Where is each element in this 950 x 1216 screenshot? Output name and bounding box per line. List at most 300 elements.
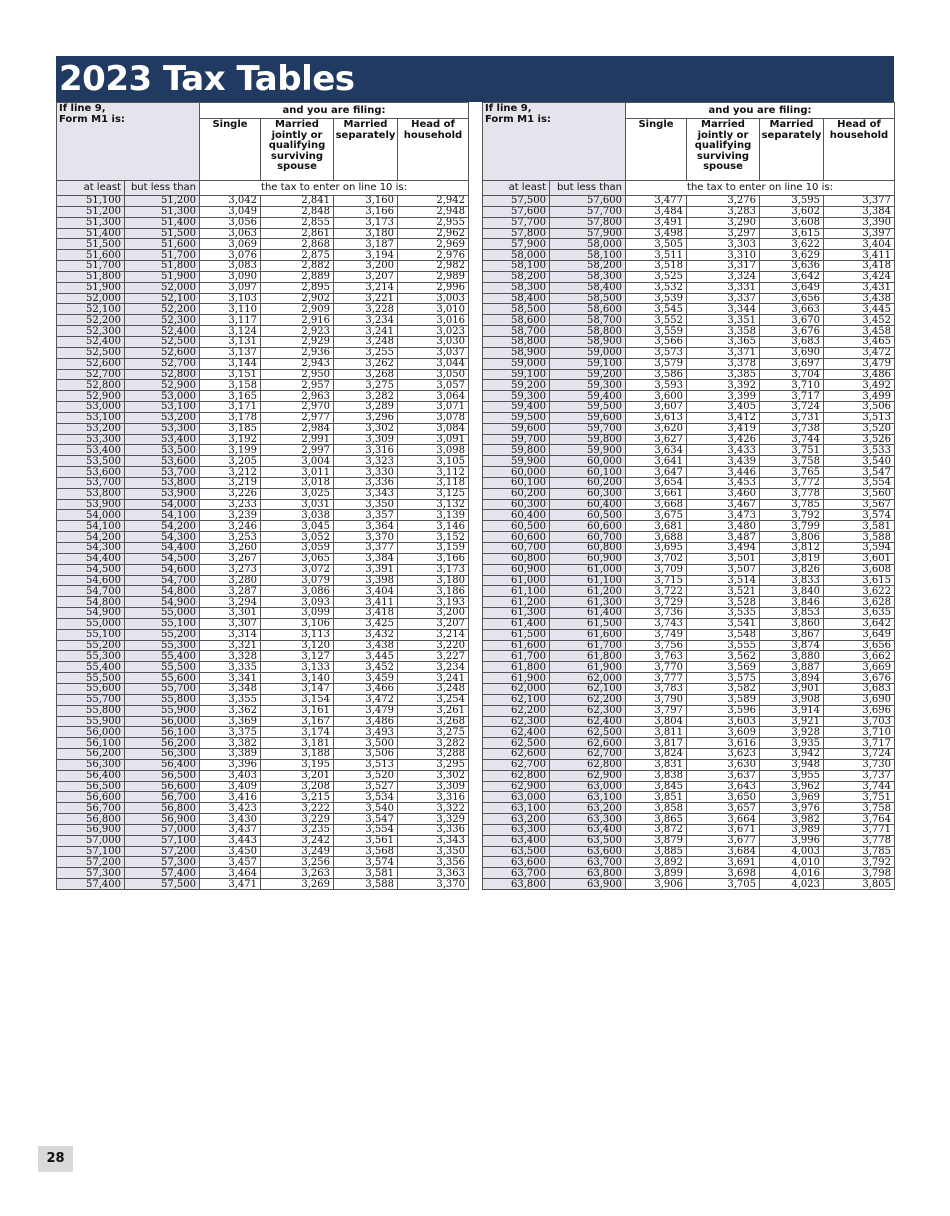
married-separately-tax-cell: 3,710 bbox=[760, 380, 824, 391]
married-separately-tax-cell: 3,846 bbox=[760, 597, 824, 608]
at-least-cell: 54,000 bbox=[57, 510, 125, 521]
head-of-household-tax-cell: 3,744 bbox=[824, 781, 895, 792]
married-jointly-tax-cell: 3,643 bbox=[687, 781, 760, 792]
at-least-cell: 60,300 bbox=[483, 499, 550, 510]
single-tax-cell: 3,906 bbox=[626, 879, 687, 890]
table-row bbox=[483, 662, 895, 673]
at-least-cell: 58,900 bbox=[483, 347, 550, 358]
head-of-household-tax-cell: 3,295 bbox=[398, 759, 469, 770]
married-jointly-tax-cell: 2,861 bbox=[261, 228, 334, 239]
married-jointly-tax-cell: 2,916 bbox=[261, 315, 334, 326]
married-jointly-tax-cell: 3,555 bbox=[687, 640, 760, 651]
married-jointly-tax-cell: 3,426 bbox=[687, 434, 760, 445]
married-separately-tax-cell: 3,914 bbox=[760, 705, 824, 716]
married-separately-tax-cell: 3,296 bbox=[334, 412, 398, 423]
head-of-household-tax-cell: 3,268 bbox=[398, 716, 469, 727]
married-jointly-tax-cell: 3,161 bbox=[261, 705, 334, 716]
married-jointly-tax-cell: 3,616 bbox=[687, 738, 760, 749]
table-row bbox=[57, 575, 469, 586]
at-least-cell: 52,300 bbox=[57, 326, 125, 337]
table-row bbox=[57, 261, 469, 272]
single-tax-cell: 3,287 bbox=[200, 586, 261, 597]
married-jointly-tax-cell: 3,201 bbox=[261, 770, 334, 781]
at-least-cell: 53,800 bbox=[57, 488, 125, 499]
at-least-cell: 59,000 bbox=[483, 358, 550, 369]
married-jointly-tax-cell: 3,358 bbox=[687, 326, 760, 337]
married-separately-tax-cell: 3,608 bbox=[760, 217, 824, 228]
single-tax-cell: 3,845 bbox=[626, 781, 687, 792]
but-less-than-cell: 62,500 bbox=[550, 727, 626, 738]
single-tax-cell: 3,681 bbox=[626, 521, 687, 532]
married-jointly-tax-cell: 3,589 bbox=[687, 694, 760, 705]
married-separately-tax-cell: 3,173 bbox=[334, 217, 398, 228]
single-tax-cell: 3,049 bbox=[200, 206, 261, 217]
but-less-than-cell: 62,300 bbox=[550, 705, 626, 716]
single-tax-cell: 3,117 bbox=[200, 315, 261, 326]
single-tax-cell: 3,722 bbox=[626, 586, 687, 597]
but-less-than-cell: 60,900 bbox=[550, 553, 626, 564]
but-less-than-cell: 54,900 bbox=[125, 597, 200, 608]
at-least-cell: 55,600 bbox=[57, 683, 125, 694]
but-less-than-cell: 55,300 bbox=[125, 640, 200, 651]
married-separately-tax-cell: 3,255 bbox=[334, 347, 398, 358]
single-tax-cell: 3,192 bbox=[200, 434, 261, 445]
table-row bbox=[483, 326, 895, 337]
table-row bbox=[57, 271, 469, 282]
at-least-cell: 58,800 bbox=[483, 336, 550, 347]
married-separately-tax-cell: 3,404 bbox=[334, 586, 398, 597]
married-jointly-tax-cell: 2,895 bbox=[261, 282, 334, 293]
but-less-than-cell: 55,200 bbox=[125, 629, 200, 640]
married-jointly-tax-cell: 3,399 bbox=[687, 391, 760, 402]
head-of-household-tax-cell: 3,288 bbox=[398, 749, 469, 760]
head-of-household-tax-cell: 3,084 bbox=[398, 423, 469, 434]
table-row bbox=[483, 380, 895, 391]
table-row bbox=[57, 380, 469, 391]
single-tax-cell: 3,770 bbox=[626, 662, 687, 673]
but-less-than-cell: 60,500 bbox=[550, 510, 626, 521]
married-separately-tax-cell: 3,833 bbox=[760, 575, 824, 586]
single-tax-cell: 3,423 bbox=[200, 803, 261, 814]
table-row bbox=[57, 402, 469, 413]
married-separately-tax-cell: 3,785 bbox=[760, 499, 824, 510]
married-jointly-tax-cell: 2,977 bbox=[261, 412, 334, 423]
at-least-cell: 57,200 bbox=[57, 857, 125, 868]
married-separately-tax-cell: 3,234 bbox=[334, 315, 398, 326]
single-tax-cell: 3,647 bbox=[626, 467, 687, 478]
table-row bbox=[483, 239, 895, 250]
married-jointly-tax-cell: 3,603 bbox=[687, 716, 760, 727]
single-tax-cell: 3,627 bbox=[626, 434, 687, 445]
married-separately-tax-cell: 3,887 bbox=[760, 662, 824, 673]
single-tax-cell: 3,430 bbox=[200, 814, 261, 825]
married-jointly-tax-cell: 3,174 bbox=[261, 727, 334, 738]
at-least-cell: 60,400 bbox=[483, 510, 550, 521]
head-of-household-tax-cell: 3,479 bbox=[824, 358, 895, 369]
at-least-cell: 61,100 bbox=[483, 586, 550, 597]
head-of-household-tax-cell: 3,764 bbox=[824, 814, 895, 825]
at-least-cell: 52,100 bbox=[57, 304, 125, 315]
married-separately-tax-cell: 3,921 bbox=[760, 716, 824, 727]
married-jointly-tax-cell: 3,059 bbox=[261, 543, 334, 554]
married-separately-tax-cell: 3,812 bbox=[760, 543, 824, 554]
at-least-cell: 52,600 bbox=[57, 358, 125, 369]
single-tax-cell: 3,124 bbox=[200, 326, 261, 337]
head-of-household-tax-cell: 3,499 bbox=[824, 391, 895, 402]
head-of-household-tax-cell: 3,390 bbox=[824, 217, 895, 228]
but-less-than-cell: 52,100 bbox=[125, 293, 200, 304]
table-row bbox=[483, 217, 895, 228]
single-tax-cell: 3,396 bbox=[200, 759, 261, 770]
but-less-than-cell: 53,800 bbox=[125, 477, 200, 488]
single-tax-cell: 3,273 bbox=[200, 564, 261, 575]
at-least-cell: 56,000 bbox=[57, 727, 125, 738]
but-less-than-cell: 63,400 bbox=[550, 824, 626, 835]
at-least-cell: 54,200 bbox=[57, 532, 125, 543]
but-less-than-cell: 56,000 bbox=[125, 716, 200, 727]
at-least-cell: 58,000 bbox=[483, 250, 550, 261]
at-least-cell: 51,100 bbox=[57, 196, 125, 207]
single-tax-cell: 3,675 bbox=[626, 510, 687, 521]
married-separately-tax-cell: 3,275 bbox=[334, 380, 398, 391]
married-separately-tax-cell: 3,411 bbox=[334, 597, 398, 608]
table-row bbox=[57, 510, 469, 521]
at-least-cell: 54,400 bbox=[57, 553, 125, 564]
table-row bbox=[483, 629, 895, 640]
filing-status-header: and you are filing: bbox=[626, 103, 895, 119]
married-separately-tax-cell: 3,384 bbox=[334, 553, 398, 564]
but-less-than-cell: 61,900 bbox=[550, 662, 626, 673]
at-least-cell: 53,100 bbox=[57, 412, 125, 423]
at-least-cell: 63,800 bbox=[483, 879, 550, 890]
single-tax-cell: 3,090 bbox=[200, 271, 261, 282]
at-least-cell: 59,700 bbox=[483, 434, 550, 445]
married-separately-tax-cell: 3,874 bbox=[760, 640, 824, 651]
single-tax-cell: 3,151 bbox=[200, 369, 261, 380]
if-line-label: If line 9, bbox=[59, 103, 106, 114]
head-of-household-tax-cell: 3,207 bbox=[398, 618, 469, 629]
at-least-cell: 52,800 bbox=[57, 380, 125, 391]
married-separately-tax-cell: 4,010 bbox=[760, 857, 824, 868]
at-least-cell: 63,400 bbox=[483, 835, 550, 846]
head-of-household-tax-cell: 2,982 bbox=[398, 261, 469, 272]
single-tax-cell: 3,103 bbox=[200, 293, 261, 304]
table-row bbox=[57, 640, 469, 651]
at-least-cell: 58,700 bbox=[483, 326, 550, 337]
at-least-cell: 58,600 bbox=[483, 315, 550, 326]
head-of-household-tax-cell: 3,785 bbox=[824, 846, 895, 857]
married-jointly-tax-cell: 3,324 bbox=[687, 271, 760, 282]
married-separately-tax-cell: 3,547 bbox=[334, 814, 398, 825]
but-less-than-cell: 56,300 bbox=[125, 749, 200, 760]
single-tax-cell: 3,872 bbox=[626, 824, 687, 835]
married-separately-tax-cell: 3,228 bbox=[334, 304, 398, 315]
table-row bbox=[483, 814, 895, 825]
head-of-household-tax-cell: 3,261 bbox=[398, 705, 469, 716]
married-separately-tax-cell: 3,160 bbox=[334, 196, 398, 207]
married-separately-tax-cell: 3,853 bbox=[760, 608, 824, 619]
head-of-household-tax-cell: 3,241 bbox=[398, 673, 469, 684]
married-separately-tax-cell: 3,908 bbox=[760, 694, 824, 705]
married-jointly-tax-cell: 2,882 bbox=[261, 261, 334, 272]
single-tax-cell: 3,688 bbox=[626, 532, 687, 543]
at-least-cell: 62,700 bbox=[483, 759, 550, 770]
table-row bbox=[57, 814, 469, 825]
head-of-household-tax-cell: 3,248 bbox=[398, 683, 469, 694]
head-of-household-tax-cell: 2,969 bbox=[398, 239, 469, 250]
at-least-cell: 52,700 bbox=[57, 369, 125, 380]
table-row bbox=[483, 705, 895, 716]
table-row bbox=[483, 206, 895, 217]
tax-table-left bbox=[56, 102, 469, 890]
married-jointly-tax-cell: 2,855 bbox=[261, 217, 334, 228]
married-separately-tax-cell: 3,615 bbox=[760, 228, 824, 239]
table-row bbox=[57, 846, 469, 857]
head-of-household-tax-cell: 3,030 bbox=[398, 336, 469, 347]
married-separately-tax-cell: 3,391 bbox=[334, 564, 398, 575]
single-tax-cell: 3,226 bbox=[200, 488, 261, 499]
but-less-than-cell: 54,400 bbox=[125, 543, 200, 554]
married-jointly-tax-cell: 2,950 bbox=[261, 369, 334, 380]
table-row bbox=[57, 662, 469, 673]
head-of-household-tax-cell: 3,071 bbox=[398, 402, 469, 413]
single-tax-cell: 3,783 bbox=[626, 683, 687, 694]
married-jointly-tax-cell: 3,405 bbox=[687, 402, 760, 413]
married-jointly-tax-cell: 3,120 bbox=[261, 640, 334, 651]
married-separately-header: Married separately bbox=[334, 119, 398, 181]
single-tax-cell: 3,450 bbox=[200, 846, 261, 857]
single-tax-cell: 3,607 bbox=[626, 402, 687, 413]
married-jointly-tax-cell: 2,957 bbox=[261, 380, 334, 391]
table-row bbox=[57, 651, 469, 662]
table-row bbox=[57, 586, 469, 597]
married-separately-tax-cell: 3,602 bbox=[760, 206, 824, 217]
at-least-cell: 60,900 bbox=[483, 564, 550, 575]
at-least-cell: 61,900 bbox=[483, 673, 550, 684]
table-row bbox=[57, 391, 469, 402]
but-less-than-cell: 61,300 bbox=[550, 597, 626, 608]
at-least-cell: 55,700 bbox=[57, 694, 125, 705]
single-tax-cell: 3,185 bbox=[200, 423, 261, 434]
married-separately-tax-cell: 3,738 bbox=[760, 423, 824, 434]
but-less-than-cell: 58,300 bbox=[550, 271, 626, 282]
right-table-body bbox=[483, 196, 895, 890]
table-row bbox=[57, 618, 469, 629]
but-less-than-cell: 51,400 bbox=[125, 217, 200, 228]
married-separately-tax-cell: 3,676 bbox=[760, 326, 824, 337]
married-jointly-tax-cell: 2,984 bbox=[261, 423, 334, 434]
married-jointly-tax-cell: 3,290 bbox=[687, 217, 760, 228]
married-jointly-tax-cell: 3,582 bbox=[687, 683, 760, 694]
table-row bbox=[57, 521, 469, 532]
at-least-cell: 62,100 bbox=[483, 694, 550, 705]
but-less-than-cell: 56,100 bbox=[125, 727, 200, 738]
but-less-than-cell: 60,200 bbox=[550, 477, 626, 488]
at-least-cell: 59,800 bbox=[483, 445, 550, 456]
single-tax-cell: 3,749 bbox=[626, 629, 687, 640]
but-less-than-cell: 63,500 bbox=[550, 835, 626, 846]
but-less-than-cell: 53,900 bbox=[125, 488, 200, 499]
head-of-household-tax-cell: 3,601 bbox=[824, 553, 895, 564]
single-tax-cell: 3,804 bbox=[626, 716, 687, 727]
single-tax-cell: 3,743 bbox=[626, 618, 687, 629]
married-separately-tax-cell: 3,207 bbox=[334, 271, 398, 282]
single-tax-cell: 3,369 bbox=[200, 716, 261, 727]
married-jointly-tax-cell: 3,317 bbox=[687, 261, 760, 272]
but-less-than-cell: 51,700 bbox=[125, 250, 200, 261]
married-jointly-tax-cell: 2,963 bbox=[261, 391, 334, 402]
married-separately-tax-cell: 3,819 bbox=[760, 553, 824, 564]
table-row bbox=[483, 196, 895, 207]
married-separately-tax-cell: 3,996 bbox=[760, 835, 824, 846]
but-less-than-cell: 56,400 bbox=[125, 759, 200, 770]
at-least-cell: 56,700 bbox=[57, 803, 125, 814]
but-less-than-cell: 57,800 bbox=[550, 217, 626, 228]
table-row bbox=[57, 694, 469, 705]
married-separately-tax-cell: 3,860 bbox=[760, 618, 824, 629]
married-jointly-tax-cell: 3,025 bbox=[261, 488, 334, 499]
but-less-than-cell: 59,100 bbox=[550, 358, 626, 369]
single-tax-cell: 3,253 bbox=[200, 532, 261, 543]
but-less-than-cell: 53,100 bbox=[125, 402, 200, 413]
married-jointly-tax-cell: 3,507 bbox=[687, 564, 760, 575]
married-separately-tax-cell: 3,826 bbox=[760, 564, 824, 575]
married-jointly-tax-cell: 3,433 bbox=[687, 445, 760, 456]
table-row bbox=[57, 217, 469, 228]
married-separately-tax-cell: 3,989 bbox=[760, 824, 824, 835]
but-less-than-cell: 58,600 bbox=[550, 304, 626, 315]
but-less-than-cell: 58,000 bbox=[550, 239, 626, 250]
table-row bbox=[483, 521, 895, 532]
at-least-cell: 58,400 bbox=[483, 293, 550, 304]
married-separately-tax-cell: 3,350 bbox=[334, 499, 398, 510]
single-tax-cell: 3,069 bbox=[200, 239, 261, 250]
table-row bbox=[483, 597, 895, 608]
married-separately-tax-cell: 3,309 bbox=[334, 434, 398, 445]
head-of-household-tax-cell: 2,955 bbox=[398, 217, 469, 228]
single-tax-cell: 3,212 bbox=[200, 467, 261, 478]
single-tax-cell: 3,600 bbox=[626, 391, 687, 402]
table-row bbox=[483, 694, 895, 705]
married-jointly-tax-cell: 3,487 bbox=[687, 532, 760, 543]
married-jointly-tax-cell: 2,841 bbox=[261, 196, 334, 207]
single-tax-cell: 3,144 bbox=[200, 358, 261, 369]
married-jointly-tax-cell: 3,072 bbox=[261, 564, 334, 575]
head-of-household-tax-cell: 3,635 bbox=[824, 608, 895, 619]
single-tax-cell: 3,763 bbox=[626, 651, 687, 662]
single-tax-cell: 3,702 bbox=[626, 553, 687, 564]
but-less-than-cell: 63,100 bbox=[550, 792, 626, 803]
table-row bbox=[483, 673, 895, 684]
head-of-household-tax-cell: 3,370 bbox=[398, 879, 469, 890]
table-row bbox=[57, 879, 469, 890]
table-row bbox=[57, 250, 469, 261]
but-less-than-cell: 54,600 bbox=[125, 564, 200, 575]
but-less-than-cell: 60,600 bbox=[550, 521, 626, 532]
at-least-cell: 52,200 bbox=[57, 315, 125, 326]
but-less-than-cell: 61,700 bbox=[550, 640, 626, 651]
but-less-than-cell: 58,500 bbox=[550, 293, 626, 304]
married-separately-tax-cell: 3,799 bbox=[760, 521, 824, 532]
at-least-cell: 58,300 bbox=[483, 282, 550, 293]
head-of-household-tax-cell: 3,411 bbox=[824, 250, 895, 261]
married-separately-tax-cell: 3,527 bbox=[334, 781, 398, 792]
married-jointly-tax-cell: 2,889 bbox=[261, 271, 334, 282]
married-separately-tax-cell: 3,642 bbox=[760, 271, 824, 282]
table-row bbox=[483, 228, 895, 239]
married-jointly-tax-cell: 3,637 bbox=[687, 770, 760, 781]
single-tax-cell: 3,634 bbox=[626, 445, 687, 456]
head-of-household-tax-cell: 3,683 bbox=[824, 683, 895, 694]
but-less-than-cell: 55,700 bbox=[125, 683, 200, 694]
married-separately-tax-cell: 3,432 bbox=[334, 629, 398, 640]
at-least-cell: 53,300 bbox=[57, 434, 125, 445]
at-least-cell: 54,600 bbox=[57, 575, 125, 586]
single-tax-cell: 3,620 bbox=[626, 423, 687, 434]
single-tax-cell: 3,205 bbox=[200, 456, 261, 467]
head-of-household-tax-cell: 3,608 bbox=[824, 564, 895, 575]
single-tax-cell: 3,137 bbox=[200, 347, 261, 358]
head-of-household-tax-cell: 3,016 bbox=[398, 315, 469, 326]
at-least-cell: 51,500 bbox=[57, 239, 125, 250]
married-jointly-tax-cell: 3,256 bbox=[261, 857, 334, 868]
at-least-cell: 62,000 bbox=[483, 683, 550, 694]
married-separately-tax-cell: 3,316 bbox=[334, 445, 398, 456]
but-less-than-cell: 62,100 bbox=[550, 683, 626, 694]
head-of-household-tax-cell: 2,976 bbox=[398, 250, 469, 261]
head-of-household-tax-cell: 3,254 bbox=[398, 694, 469, 705]
head-of-household-tax-cell: 3,492 bbox=[824, 380, 895, 391]
table-row bbox=[57, 532, 469, 543]
head-of-household-tax-cell: 3,336 bbox=[398, 824, 469, 835]
but-less-than-cell: 60,800 bbox=[550, 543, 626, 554]
married-jointly-tax-cell: 2,936 bbox=[261, 347, 334, 358]
but-less-than-cell: 53,600 bbox=[125, 456, 200, 467]
head-of-household-tax-cell: 3,091 bbox=[398, 434, 469, 445]
single-tax-cell: 3,076 bbox=[200, 250, 261, 261]
head-of-household-tax-cell: 3,064 bbox=[398, 391, 469, 402]
head-of-household-tax-cell: 3,377 bbox=[824, 196, 895, 207]
at-least-cell: 61,800 bbox=[483, 662, 550, 673]
single-tax-cell: 3,613 bbox=[626, 412, 687, 423]
but-less-than-cell: 57,100 bbox=[125, 835, 200, 846]
head-of-household-tax-cell: 3,356 bbox=[398, 857, 469, 868]
single-tax-cell: 3,797 bbox=[626, 705, 687, 716]
at-least-cell: 60,700 bbox=[483, 543, 550, 554]
head-of-household-tax-cell: 3,458 bbox=[824, 326, 895, 337]
but-less-than-cell: 61,500 bbox=[550, 618, 626, 629]
form-label: Form M1 is: bbox=[59, 114, 125, 125]
married-separately-tax-cell: 3,717 bbox=[760, 391, 824, 402]
table-row bbox=[483, 868, 895, 879]
head-of-household-tax-cell: 3,112 bbox=[398, 467, 469, 478]
at-least-cell: 61,300 bbox=[483, 608, 550, 619]
table-row bbox=[483, 640, 895, 651]
table-row bbox=[483, 336, 895, 347]
at-least-cell: 52,900 bbox=[57, 391, 125, 402]
left-table-body bbox=[57, 196, 469, 890]
married-separately-tax-cell: 3,976 bbox=[760, 803, 824, 814]
married-separately-tax-cell: 3,982 bbox=[760, 814, 824, 825]
but-less-than-cell: 56,700 bbox=[125, 792, 200, 803]
head-of-household-tax-cell: 3,139 bbox=[398, 510, 469, 521]
but-less-than-cell: 62,200 bbox=[550, 694, 626, 705]
but-less-than-cell: 51,800 bbox=[125, 261, 200, 272]
single-tax-cell: 3,858 bbox=[626, 803, 687, 814]
married-separately-tax-cell: 4,023 bbox=[760, 879, 824, 890]
but-less-than-cell: 53,200 bbox=[125, 412, 200, 423]
married-jointly-tax-cell: 3,208 bbox=[261, 781, 334, 792]
